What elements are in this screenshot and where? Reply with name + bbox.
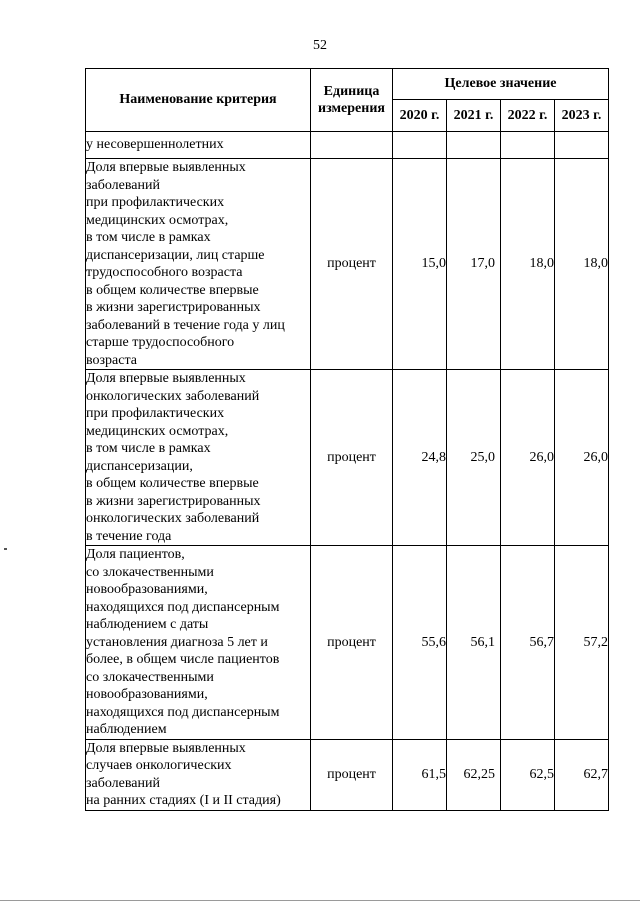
criterion-name-line: случаев онкологических (86, 758, 232, 773)
header-target-value: Целевое значение (393, 69, 609, 100)
value-2021-cell: 62,25 (447, 739, 501, 810)
value-2020-cell: 55,6 (393, 546, 447, 740)
header-unit-line-2: измерения (318, 101, 385, 116)
criterion-name-cell (86, 159, 311, 370)
value-2021-cell: 17,0 (447, 159, 501, 370)
criterion-name-line: онкологических заболеваний (86, 511, 260, 526)
criterion-name-line: в том числе в рамках (86, 230, 211, 245)
header-year-2020: 2020 г. (393, 100, 447, 132)
criterion-name-line: у несовершеннолетних (86, 137, 224, 152)
criterion-name-line: более, в общем числе пациентов (86, 652, 280, 667)
table-row (86, 159, 609, 370)
criterion-name-line: в жизни зарегистрированных (86, 493, 261, 509)
header-year-2021: 2021 г. (447, 100, 501, 132)
criterion-name-line: наблюдением (86, 722, 167, 737)
scan-speck (4, 548, 7, 550)
criterion-name-line: заболеваний в течение года у лиц (86, 317, 285, 333)
table-row (86, 739, 609, 810)
value-2023-cell: 26,0 (555, 370, 609, 546)
criterion-name-line: на ранних стадиях (I и II стадия) (86, 793, 281, 808)
criterion-name-line: находящихся под диспансерным (86, 599, 280, 615)
unit-cell: процент (311, 159, 393, 370)
header-year-2022: 2022 г. (501, 100, 555, 132)
value-2020-cell: 61,5 (393, 739, 447, 810)
value-2023-cell: 18,0 (555, 159, 609, 370)
criterion-name-line: в общем количестве впервые (86, 282, 259, 298)
criterion-name-line: новообразованиями, (86, 687, 208, 702)
value-2022-cell: 18,0 (501, 159, 555, 370)
criterion-name-line: в том числе в рамках (86, 441, 211, 456)
criterion-name-line: при профилактических (86, 195, 225, 210)
criterion-name-line: диспансеризации, лиц старше (86, 247, 265, 263)
value-2020-cell (393, 132, 447, 159)
criterion-name-line: онкологических заболеваний (86, 388, 260, 404)
criterion-name-line: находящихся под диспансерным (86, 704, 280, 720)
page-bottom-edge (0, 900, 640, 901)
value-2020-cell: 24,8 (393, 370, 447, 546)
criteria-table (85, 68, 609, 811)
value-2020-cell: 15,0 (393, 159, 447, 370)
criterion-name-line: заболеваний (86, 177, 160, 193)
table-row (86, 132, 609, 159)
value-2023-cell (555, 132, 609, 159)
criterion-name-line: при профилактических (86, 406, 225, 421)
table-row (86, 370, 609, 546)
header-criterion-name: Наименование критерия (86, 69, 311, 132)
value-2021-cell (447, 132, 501, 159)
criterion-name-line: старше трудоспособного (86, 335, 235, 350)
criterion-name-line: диспансеризации, (86, 458, 193, 474)
criterion-name-line: Доля впервые выявленных (86, 740, 246, 756)
criterion-name-line: заболеваний (86, 775, 160, 791)
criterion-name-line: Доля пациентов, (86, 547, 185, 562)
header-unit-line-1: Единица (323, 84, 380, 99)
page-number: 52 (313, 38, 327, 53)
criterion-name-line: со злокачественными (86, 669, 214, 685)
criterion-name-line: новообразованиями, (86, 582, 208, 597)
criterion-name-line: в общем количестве впервые (86, 476, 259, 491)
unit-cell: процент (311, 739, 393, 810)
value-2023-cell: 62,7 (555, 739, 609, 810)
criterion-name-line: медицинских осмотрах, (86, 423, 229, 439)
value-2021-cell: 25,0 (447, 370, 501, 546)
criterion-name-line: со злокачественными (86, 564, 214, 580)
value-2022-cell: 56,7 (501, 546, 555, 740)
value-2023-cell: 57,2 (555, 546, 609, 740)
value-2022-cell: 62,5 (501, 739, 555, 810)
unit-cell: процент (311, 546, 393, 740)
criterion-name-cell (86, 132, 311, 159)
table-row (86, 546, 609, 740)
criterion-name-line: в жизни зарегистрированных (86, 300, 261, 315)
criterion-name-line: в течение года (86, 528, 172, 544)
criterion-name-line: медицинских осмотрах, (86, 212, 229, 228)
header-year-2023: 2023 г. (555, 100, 609, 132)
criterion-name-line: установления диагноза 5 лет и (86, 634, 268, 650)
value-2022-cell: 26,0 (501, 370, 555, 546)
criterion-name-line: трудоспособного возраста (86, 265, 243, 280)
value-2022-cell (501, 132, 555, 159)
criterion-name-line: наблюдением с даты (86, 617, 209, 632)
criterion-name-cell (86, 739, 311, 810)
value-2021-cell: 56,1 (447, 546, 501, 740)
criterion-name-cell (86, 370, 311, 546)
unit-cell: процент (311, 370, 393, 546)
unit-cell (311, 132, 393, 159)
criterion-name-line: Доля впервые выявленных (86, 371, 246, 386)
header-unit (311, 69, 393, 132)
criterion-name-line: Доля впервые выявленных (86, 160, 246, 175)
criterion-name-line: возраста (86, 352, 137, 368)
criterion-name-cell (86, 546, 311, 740)
